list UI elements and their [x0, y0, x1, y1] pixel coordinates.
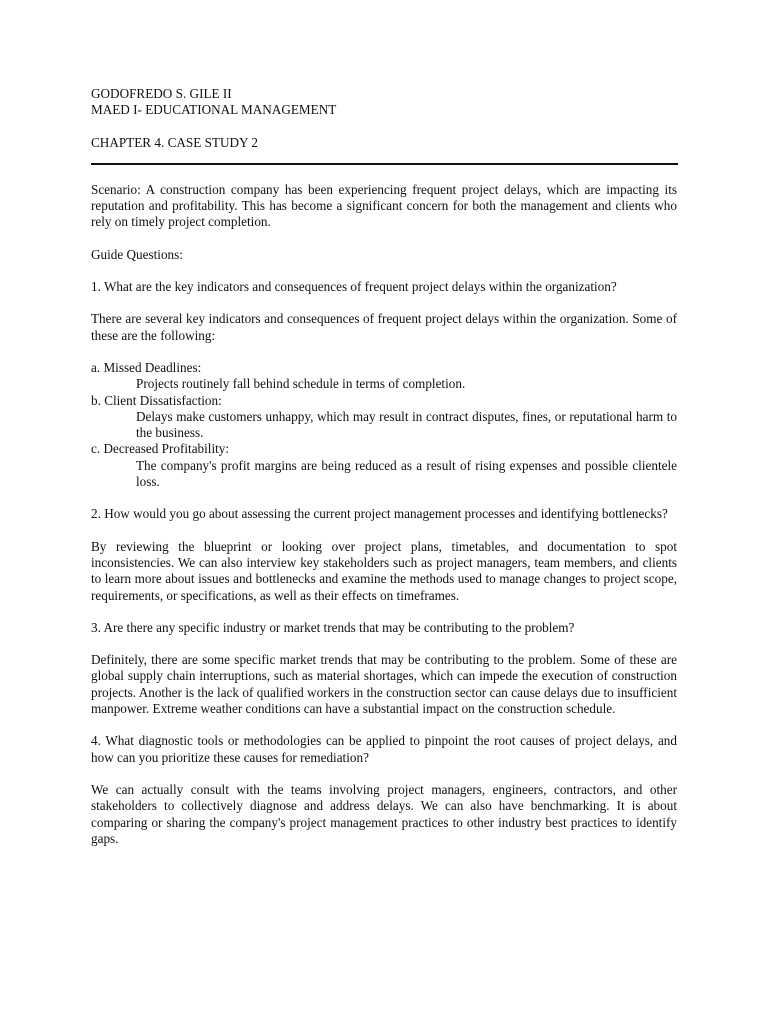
chapter-title: CHAPTER 4. CASE STUDY 2	[91, 134, 258, 150]
list-item	[91, 360, 677, 393]
answer-4: We can actually consult with the teams involving project managers, engineers, contractors, and other stakeholders to collectively diagnose and address delays. We can also have benchmarking. It is about comparing or sharing the company's project management practices to other industry best practices to identify gaps.	[91, 781, 677, 846]
question-2: 2. How would you go about assessing the current project management processes and identifying bottlenecks?	[91, 506, 668, 522]
question-4: 4. What diagnostic tools or methodologies can be applied to pinpoint the root causes of project delays, and how can you prioritize these causes for remediation?	[91, 733, 677, 765]
question-1: 1. What are the key indicators and consequences of frequent project delays within the organization?	[91, 279, 617, 295]
list-item-description: Delays make customers unhappy, which may result in contract disputes, fines, or reputational harm to the business.	[136, 408, 677, 441]
author-name: GODOFREDO S. GILE II	[91, 86, 232, 101]
answer-1-list	[91, 360, 677, 490]
header-divider	[91, 163, 678, 165]
list-item-description: Projects routinely fall behind schedule in terms of completion.	[136, 376, 466, 392]
course-title: MAED I- EDUCATIONAL MANAGEMENT	[91, 102, 337, 118]
list-item	[91, 393, 677, 442]
answer-1-intro: There are several key indicators and consequences of frequent project delays within the organization. Some of these are the following:	[91, 311, 677, 343]
list-item-label: a. Missed Deadlines:	[91, 359, 202, 375]
list-item-description: The company's profit margins are being reduced as a result of rising expenses and possible clientele loss.	[136, 457, 677, 490]
answer-3: Definitely, there are some specific market trends that may be contributing to the problem. Some of these are global supply chain interruptions, such as material shortages, which can impede the execution of construction projects. Another is the lack of qualified workers in the construction sector can cause delays due to insufficient manpower. Extreme weather conditions can have a substantial impact on the construction schedule.	[91, 652, 677, 717]
list-item-label: c. Decreased Profitability:	[91, 441, 230, 457]
list-item-label: b. Client Dissatisfaction:	[91, 392, 222, 408]
question-3: 3. Are there any specific industry or market trends that may be contributing to the problem?	[91, 619, 575, 635]
document-page	[91, 86, 677, 847]
list-item	[91, 441, 677, 490]
document-header	[91, 86, 677, 151]
answer-2: By reviewing the blueprint or looking over project plans, timetables, and documentation to spot inconsistencies. We can also interview key stakeholders such as project managers, team members, and clients to learn more about issues and bottlenecks and examine the methods used to manage changes to project scope, requirements, or specifications, as well as their effects on timeframes.	[91, 538, 677, 603]
guide-questions-heading: Guide Questions:	[91, 246, 183, 262]
scenario-paragraph: Scenario: A construction company has been experiencing frequent project delays, which are impacting its reputation and profitability. This has become a significant concern for both the management and clients who rely on timely project completion.	[91, 181, 677, 230]
